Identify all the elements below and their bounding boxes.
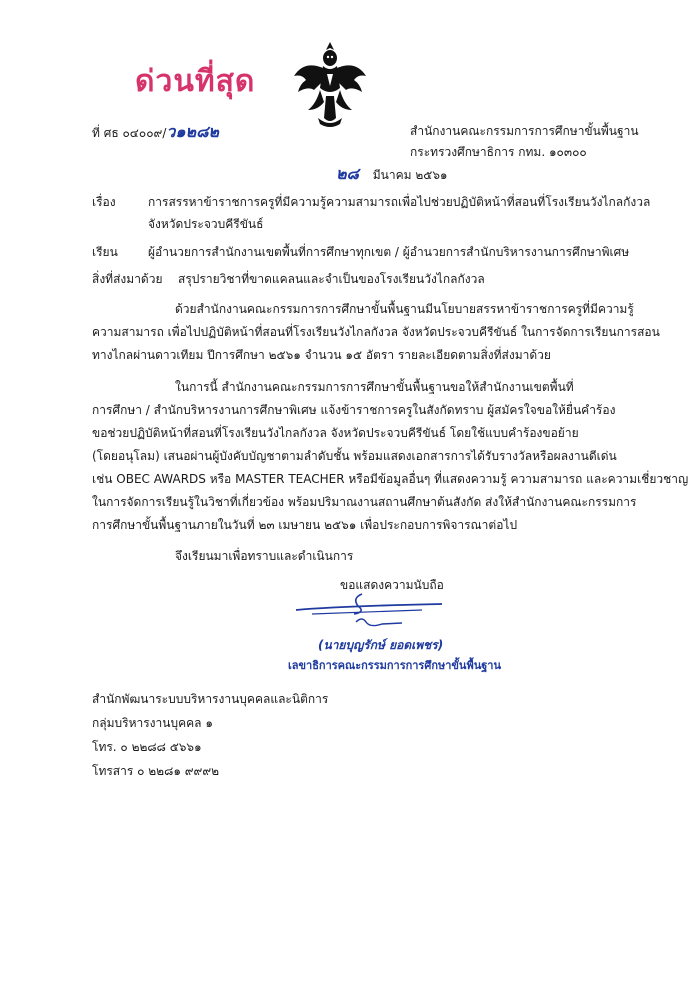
signature-icon (292, 588, 452, 638)
footer-phone: โทร. ๐ ๒๒๘๘ ๕๖๖๑ (92, 740, 202, 754)
recipient-text: ผู้อำนวยการสำนักงานเขตพื้นที่การศึกษาทุกเขต / ผู้อำนวยการสำนักบริหารงานการศึกษาพิเศษ (148, 245, 630, 259)
enclosure-text: สรุปรายวิชาที่ขาดแคลนและจำเป็นของโรงเรียนวังไกลกังวล (178, 272, 485, 286)
body-p2-line-4: (โดยอนุโลม) เสนอผ่านผู้บังคับบัญชาตามลำดับชั้น พร้อมแสดงเอกสารการได้รับรางวัลหรือผลงานดีเด่น (92, 449, 617, 463)
body-p1-line-3: ทางไกลผ่านดาวเทียม ปีการศึกษา ๒๕๖๑ จำนวน ๑๕ อัตรา รายละเอียดตามสิ่งที่ส่งมาด้วย (92, 348, 551, 362)
enclosure-label: สิ่งที่ส่งมาด้วย (92, 272, 163, 286)
doc-number (92, 124, 219, 141)
body-p1-line-2: ความสามารถ เพื่อไปปฏิบัติหน้าที่สอนที่โรงเรียนวังไกลกังวล จังหวัดประจวบคีรีขันธ์ ในการจัดการเรียนการสอน (92, 325, 660, 339)
body-p2-line-3: ขอช่วยปฏิบัติหน้าที่สอนที่โรงเรียนวังไกลกังวล จังหวัดประจวบคีรีขันธ์ โดยใช้แบบคำร้องขอย้าย (92, 426, 579, 440)
subject-line-1: การสรรหาข้าราชการครูที่มีความรู้ความสามารถเพื่อไปช่วยปฏิบัติหน้าที่สอนที่โรงเรียนวังไกลกังวล (148, 195, 651, 209)
footer-office: สำนักพัฒนาระบบบริหารงานบุคคลและนิติการ (92, 692, 329, 706)
body-p2-line-7: การศึกษาขั้นพื้นฐานภายในวันที่ ๒๓ เมษายน ๒๕๖๑ เพื่อประกอบการพิจารณาต่อไป (92, 518, 518, 532)
doc-number-label: ที่ ศธ ๐๔๐๐๙/ (92, 126, 167, 140)
signatory-name: (นายบุญรักษ์ ยอดเพชร) (318, 638, 444, 652)
office-line-2: กระทรวงศึกษาธิการ กทม. ๑๐๓๐๐ (410, 145, 587, 159)
date (336, 166, 448, 183)
footer-fax: โทรสาร ๐ ๒๒๘๑ ๙๙๙๒ (92, 764, 220, 778)
date-month-year: มีนาคม ๒๕๖๑ (372, 168, 448, 182)
subject-line-2: จังหวัดประจวบคีรีขันธ์ (148, 217, 264, 231)
body-p2-line-1: ในการนี้ สำนักงานคณะกรรมการการศึกษาขั้นพื้นฐานขอให้สำนักงานเขตพื้นที่ (175, 380, 574, 394)
recipient-label: เรียน (92, 245, 118, 259)
footer-group: กลุ่มบริหารงานบุคคล ๑ (92, 716, 213, 730)
garuda-emblem-icon (290, 38, 370, 128)
urgent-stamp: ด่วนที่สุด (135, 64, 256, 99)
body-p2-line-6: ในการจัดการเรียนรู้ในวิชาที่เกี่ยวข้อง พร้อมปริมาณงานสถานศึกษาต้นสังกัด ส่งให้สำนักงานคณะกรรมการ (92, 495, 637, 509)
body-p2-line-5: เช่น OBEC AWARDS หรือ MASTER TEACHER หรือมีข้อมูลอื่นๆ ที่แสดงความรู้ ความสามารถ และความเชี่ยวชาญ (92, 472, 689, 486)
body-p2-line-2: การศึกษา / สำนักบริหารงานการศึกษาพิเศษ แจ้งข้าราชการครูในสังกัดทราบ ผู้สมัครใจขอให้ยื่นคำร้อง (92, 403, 616, 417)
doc-number-handwritten: ว๑๒๘๒ (166, 122, 219, 141)
office-line-1: สำนักงานคณะกรรมการการศึกษาขั้นพื้นฐาน (410, 124, 639, 138)
body-p1-line-1: ด้วยสำนักงานคณะกรรมการการศึกษาขั้นพื้นฐานมีนโยบายสรรหาข้าราชการครูที่มีความรู้ (175, 302, 634, 316)
closing-regards: ขอแสดงความนับถือ (340, 578, 444, 592)
signatory-position: เลขาธิการคณะกรรมการการศึกษาขั้นพื้นฐาน (288, 659, 501, 672)
body-p3: จึงเรียนมาเพื่อทราบและดำเนินการ (175, 549, 354, 563)
date-day-handwritten: ๒๘ (336, 164, 359, 183)
subject-label: เรื่อง (92, 195, 116, 209)
